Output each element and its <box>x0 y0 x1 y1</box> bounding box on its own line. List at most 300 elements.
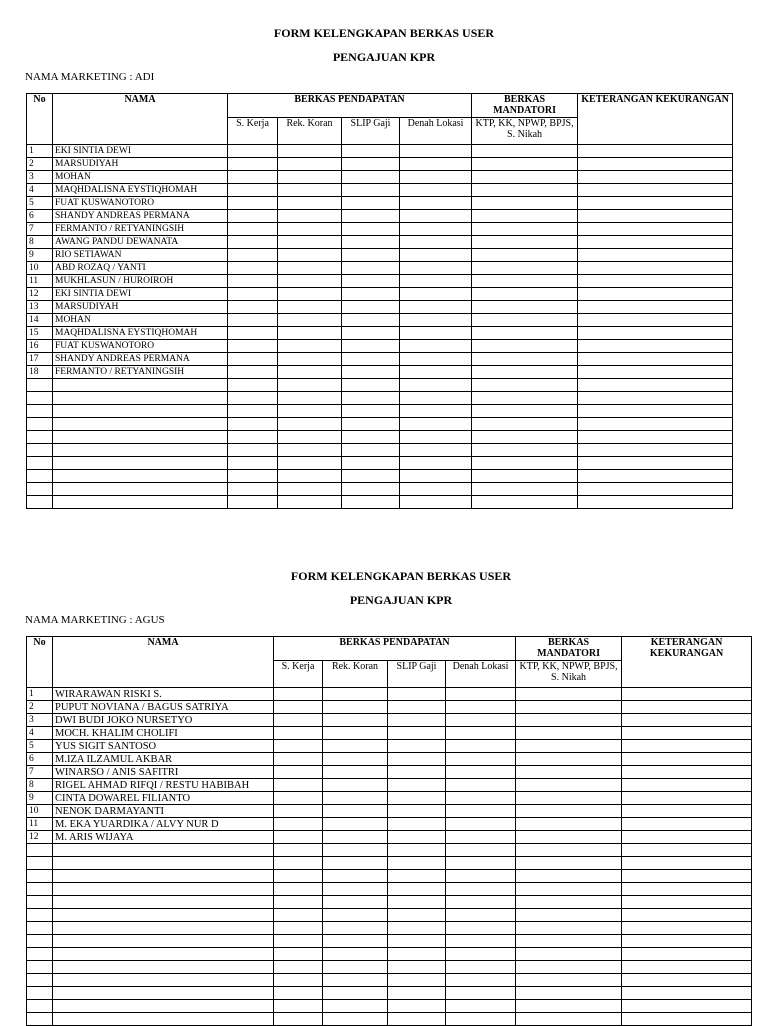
checklist-cell <box>400 288 472 301</box>
checklist-cell <box>578 275 733 288</box>
empty-table-row <box>27 870 752 883</box>
berkas-table <box>26 93 733 509</box>
checklist-cell <box>342 379 400 392</box>
empty-table-row <box>27 483 733 496</box>
checklist-cell <box>278 340 342 353</box>
checklist-cell <box>342 392 400 405</box>
empty-table-row <box>27 392 733 405</box>
row-number <box>27 431 53 444</box>
checklist-cell <box>446 831 516 844</box>
empty-table-row <box>27 922 752 935</box>
table-row <box>27 327 733 340</box>
checklist-cell <box>278 158 342 171</box>
checklist-cell <box>516 974 622 987</box>
checklist-cell <box>472 418 578 431</box>
checklist-cell <box>472 171 578 184</box>
checklist-cell <box>578 288 733 301</box>
checklist-cell <box>446 1000 516 1013</box>
row-number <box>27 857 53 870</box>
checklist-cell <box>400 431 472 444</box>
row-nama <box>53 987 274 1000</box>
checklist-cell <box>400 197 472 210</box>
table-row <box>27 792 752 805</box>
row-number: 10 <box>27 805 53 818</box>
table-row <box>27 688 752 701</box>
checklist-cell <box>278 457 342 470</box>
checklist-cell <box>342 366 400 379</box>
checklist-cell <box>446 818 516 831</box>
checklist-cell <box>274 779 323 792</box>
checklist-cell <box>342 197 400 210</box>
checklist-cell <box>323 740 388 753</box>
checklist-cell <box>622 688 752 701</box>
row-nama: PUPUT NOVIANA / BAGUS SATRIYA <box>53 701 274 714</box>
row-nama <box>53 883 274 896</box>
row-nama: MARSUDIYAH <box>53 301 228 314</box>
checklist-cell <box>446 779 516 792</box>
empty-table-row <box>27 470 733 483</box>
row-nama: M. ARIS WIJAYA <box>53 831 274 844</box>
table-row <box>27 818 752 831</box>
checklist-cell <box>446 987 516 1000</box>
checklist-cell <box>622 727 752 740</box>
checklist-cell <box>342 223 400 236</box>
checklist-cell <box>228 418 278 431</box>
checklist-cell <box>622 779 752 792</box>
checklist-cell <box>228 249 278 262</box>
checklist-cell <box>228 327 278 340</box>
checklist-cell <box>400 353 472 366</box>
table-row <box>27 288 733 301</box>
checklist-cell <box>578 314 733 327</box>
checklist-cell <box>472 457 578 470</box>
checklist-cell <box>578 184 733 197</box>
checklist-cell <box>228 158 278 171</box>
checklist-cell <box>516 922 622 935</box>
checklist-cell <box>342 171 400 184</box>
checklist-cell <box>516 935 622 948</box>
row-nama: MARSUDIYAH <box>53 158 228 171</box>
row-nama <box>53 418 228 431</box>
row-number: 9 <box>27 249 53 262</box>
row-nama <box>53 496 228 509</box>
checklist-cell <box>323 1000 388 1013</box>
checklist-cell <box>472 288 578 301</box>
table-row <box>27 779 752 792</box>
checklist-cell <box>388 766 446 779</box>
row-number: 2 <box>27 701 53 714</box>
row-nama: WINARSO / ANIS SAFITRI <box>53 766 274 779</box>
checklist-cell <box>400 301 472 314</box>
checklist-cell <box>278 197 342 210</box>
checklist-cell <box>274 961 323 974</box>
checklist-cell <box>278 379 342 392</box>
row-number: 15 <box>27 327 53 340</box>
checklist-cell <box>578 457 733 470</box>
checklist-cell <box>388 922 446 935</box>
row-nama <box>53 857 274 870</box>
checklist-cell <box>516 779 622 792</box>
checklist-cell <box>446 714 516 727</box>
header-mandatori-docs: KTP, KK, NPWP, BPJS, S. Nikah <box>516 661 622 688</box>
row-number: 18 <box>27 366 53 379</box>
checklist-cell <box>228 171 278 184</box>
row-number: 16 <box>27 340 53 353</box>
checklist-cell <box>622 857 752 870</box>
checklist-cell <box>472 301 578 314</box>
checklist-cell <box>323 922 388 935</box>
checklist-cell <box>516 831 622 844</box>
checklist-cell <box>622 935 752 948</box>
row-number <box>27 870 53 883</box>
checklist-cell <box>388 740 446 753</box>
checklist-cell <box>278 392 342 405</box>
header-s-kerja: S. Kerja <box>274 661 323 688</box>
checklist-cell <box>323 831 388 844</box>
checklist-cell <box>388 1000 446 1013</box>
row-number: 1 <box>27 688 53 701</box>
row-nama <box>53 483 228 496</box>
checklist-cell <box>472 405 578 418</box>
row-nama <box>53 470 228 483</box>
empty-table-row <box>27 935 752 948</box>
checklist-cell <box>228 210 278 223</box>
checklist-cell <box>578 223 733 236</box>
checklist-cell <box>472 379 578 392</box>
checklist-cell <box>388 831 446 844</box>
row-nama: EKI SINTIA DEWI <box>53 288 228 301</box>
checklist-cell <box>342 158 400 171</box>
checklist-cell <box>274 792 323 805</box>
checklist-cell <box>388 701 446 714</box>
empty-table-row <box>27 987 752 1000</box>
checklist-cell <box>472 197 578 210</box>
checklist-cell <box>516 727 622 740</box>
checklist-cell <box>578 262 733 275</box>
checklist-cell <box>472 353 578 366</box>
checklist-cell <box>400 223 472 236</box>
checklist-cell <box>274 974 323 987</box>
checklist-cell <box>472 496 578 509</box>
checklist-cell <box>622 714 752 727</box>
row-nama <box>53 922 274 935</box>
checklist-cell <box>388 948 446 961</box>
checklist-cell <box>342 340 400 353</box>
checklist-cell <box>323 857 388 870</box>
empty-table-row <box>27 496 733 509</box>
row-nama: MAQHDALISNA EYSTIQHOMAH <box>53 327 228 340</box>
checklist-cell <box>274 857 323 870</box>
table-row <box>27 275 733 288</box>
checklist-cell <box>278 184 342 197</box>
checklist-cell <box>274 740 323 753</box>
checklist-cell <box>228 405 278 418</box>
row-nama: WIRARAWAN RISKI S. <box>53 688 274 701</box>
row-number <box>27 922 53 935</box>
checklist-cell <box>516 961 622 974</box>
form-title: FORM KELENGKAPAN BERKAS USER <box>273 26 495 40</box>
row-number: 7 <box>27 766 53 779</box>
checklist-cell <box>388 792 446 805</box>
empty-table-row <box>27 418 733 431</box>
checklist-cell <box>622 805 752 818</box>
checklist-cell <box>323 935 388 948</box>
checklist-cell <box>516 870 622 883</box>
row-number: 5 <box>27 740 53 753</box>
empty-table-row <box>27 844 752 857</box>
checklist-cell <box>228 379 278 392</box>
checklist-cell <box>228 496 278 509</box>
checklist-cell <box>400 457 472 470</box>
checklist-cell <box>388 857 446 870</box>
checklist-cell <box>578 392 733 405</box>
checklist-cell <box>446 805 516 818</box>
checklist-cell <box>274 922 323 935</box>
checklist-cell <box>400 275 472 288</box>
checklist-cell <box>278 418 342 431</box>
row-number <box>27 948 53 961</box>
table-row <box>27 158 733 171</box>
empty-table-row <box>27 974 752 987</box>
row-number: 5 <box>27 197 53 210</box>
row-number <box>27 974 53 987</box>
header-slip-gaji: SLIP Gaji <box>388 661 446 688</box>
checklist-cell <box>278 223 342 236</box>
checklist-cell <box>622 948 752 961</box>
header-no: No <box>27 637 53 688</box>
checklist-cell <box>228 353 278 366</box>
checklist-cell <box>228 236 278 249</box>
empty-table-row <box>27 379 733 392</box>
checklist-cell <box>446 857 516 870</box>
checklist-cell <box>446 701 516 714</box>
checklist-cell <box>278 366 342 379</box>
checklist-cell <box>622 870 752 883</box>
header-berkas-pendapatan: BERKAS PENDAPATAN <box>228 94 472 118</box>
checklist-cell <box>228 470 278 483</box>
row-nama <box>53 935 274 948</box>
table-row <box>27 740 752 753</box>
row-nama <box>53 457 228 470</box>
row-nama <box>53 961 274 974</box>
checklist-cell <box>516 844 622 857</box>
checklist-cell <box>516 987 622 1000</box>
checklist-cell <box>342 301 400 314</box>
checklist-cell <box>516 818 622 831</box>
checklist-cell <box>400 418 472 431</box>
checklist-cell <box>274 701 323 714</box>
checklist-cell <box>342 210 400 223</box>
checklist-cell <box>342 249 400 262</box>
row-number: 3 <box>27 714 53 727</box>
row-number <box>27 883 53 896</box>
checklist-cell <box>622 740 752 753</box>
checklist-cell <box>516 740 622 753</box>
row-nama <box>53 1000 274 1013</box>
row-number <box>27 844 53 857</box>
row-nama <box>53 405 228 418</box>
checklist-cell <box>388 896 446 909</box>
checklist-cell <box>274 727 323 740</box>
checklist-cell <box>323 909 388 922</box>
checklist-cell <box>388 688 446 701</box>
checklist-cell <box>400 171 472 184</box>
checklist-cell <box>446 766 516 779</box>
empty-table-row <box>27 909 752 922</box>
checklist-cell <box>516 857 622 870</box>
checklist-cell <box>446 870 516 883</box>
checklist-cell <box>278 444 342 457</box>
checklist-cell <box>388 909 446 922</box>
row-nama: MOHAN <box>53 171 228 184</box>
checklist-cell <box>400 392 472 405</box>
berkas-table <box>26 636 752 1026</box>
row-number <box>27 470 53 483</box>
table-row <box>27 301 733 314</box>
checklist-cell <box>446 948 516 961</box>
checklist-cell <box>578 171 733 184</box>
checklist-cell <box>388 818 446 831</box>
header-rek-koran: Rek. Koran <box>323 661 388 688</box>
row-number: 12 <box>27 831 53 844</box>
checklist-cell <box>274 883 323 896</box>
checklist-cell <box>516 753 622 766</box>
checklist-cell <box>578 210 733 223</box>
table-row <box>27 262 733 275</box>
checklist-cell <box>342 275 400 288</box>
checklist-cell <box>342 145 400 158</box>
checklist-cell <box>400 184 472 197</box>
empty-table-row <box>27 405 733 418</box>
checklist-cell <box>578 405 733 418</box>
row-nama: M. EKA YUARDIKA / ALVY NUR D <box>53 818 274 831</box>
checklist-cell <box>228 392 278 405</box>
form-subtitle: PENGAJUAN KPR <box>349 593 453 607</box>
checklist-cell <box>578 145 733 158</box>
row-number: 2 <box>27 158 53 171</box>
table-row <box>27 223 733 236</box>
checklist-cell <box>278 405 342 418</box>
checklist-cell <box>228 223 278 236</box>
checklist-cell <box>472 327 578 340</box>
checklist-cell <box>274 935 323 948</box>
empty-table-row <box>27 431 733 444</box>
checklist-cell <box>323 818 388 831</box>
checklist-cell <box>278 210 342 223</box>
checklist-cell <box>342 314 400 327</box>
checklist-cell <box>400 405 472 418</box>
checklist-cell <box>323 714 388 727</box>
row-number: 6 <box>27 753 53 766</box>
checklist-cell <box>388 727 446 740</box>
row-number: 9 <box>27 792 53 805</box>
checklist-cell <box>578 470 733 483</box>
checklist-cell <box>472 158 578 171</box>
header-nama: NAMA <box>53 94 228 145</box>
empty-table-row <box>27 961 752 974</box>
checklist-cell <box>278 431 342 444</box>
table-row <box>27 236 733 249</box>
row-nama: AWANG PANDU DEWANATA <box>53 236 228 249</box>
checklist-cell <box>516 766 622 779</box>
table-row <box>27 366 733 379</box>
checklist-cell <box>274 1000 323 1013</box>
checklist-cell <box>472 262 578 275</box>
checklist-cell <box>278 483 342 496</box>
checklist-cell <box>446 961 516 974</box>
checklist-cell <box>622 987 752 1000</box>
row-nama: SHANDY ANDREAS PERMANA <box>53 353 228 366</box>
row-number: 4 <box>27 184 53 197</box>
row-nama <box>53 444 228 457</box>
checklist-cell <box>472 236 578 249</box>
row-nama: YUS SIGIT SANTOSO <box>53 740 274 753</box>
row-number: 11 <box>27 818 53 831</box>
checklist-cell <box>342 288 400 301</box>
checklist-cell <box>400 444 472 457</box>
row-number <box>27 483 53 496</box>
row-number: 3 <box>27 171 53 184</box>
checklist-cell <box>278 288 342 301</box>
checklist-cell <box>472 210 578 223</box>
checklist-cell <box>622 753 752 766</box>
checklist-cell <box>278 275 342 288</box>
checklist-cell <box>342 262 400 275</box>
checklist-cell <box>228 431 278 444</box>
empty-table-row <box>27 948 752 961</box>
checklist-cell <box>388 805 446 818</box>
checklist-cell <box>323 805 388 818</box>
checklist-cell <box>472 470 578 483</box>
table-row <box>27 727 752 740</box>
row-nama: EKI SINTIA DEWI <box>53 145 228 158</box>
checklist-cell <box>323 766 388 779</box>
row-number: 8 <box>27 236 53 249</box>
table-row <box>27 353 733 366</box>
checklist-cell <box>278 249 342 262</box>
row-nama <box>53 974 274 987</box>
checklist-cell <box>446 688 516 701</box>
checklist-cell <box>622 1000 752 1013</box>
checklist-cell <box>446 844 516 857</box>
checklist-cell <box>472 431 578 444</box>
checklist-cell <box>323 948 388 961</box>
checklist-cell <box>516 883 622 896</box>
checklist-cell <box>342 483 400 496</box>
empty-table-row <box>27 444 733 457</box>
checklist-cell <box>278 301 342 314</box>
checklist-cell <box>622 974 752 987</box>
checklist-cell <box>323 883 388 896</box>
checklist-cell <box>388 779 446 792</box>
checklist-cell <box>342 405 400 418</box>
row-number: 17 <box>27 353 53 366</box>
checklist-cell <box>578 236 733 249</box>
row-number: 10 <box>27 262 53 275</box>
row-nama: ABD ROZAQ / YANTI <box>53 262 228 275</box>
checklist-cell <box>446 727 516 740</box>
row-number <box>27 496 53 509</box>
checklist-cell <box>622 896 752 909</box>
row-nama: FUAT KUSWANOTORO <box>53 197 228 210</box>
table-row <box>27 171 733 184</box>
checklist-cell <box>400 210 472 223</box>
checklist-cell <box>228 457 278 470</box>
checklist-cell <box>274 948 323 961</box>
row-number: 1 <box>27 145 53 158</box>
checklist-cell <box>400 340 472 353</box>
checklist-cell <box>446 922 516 935</box>
